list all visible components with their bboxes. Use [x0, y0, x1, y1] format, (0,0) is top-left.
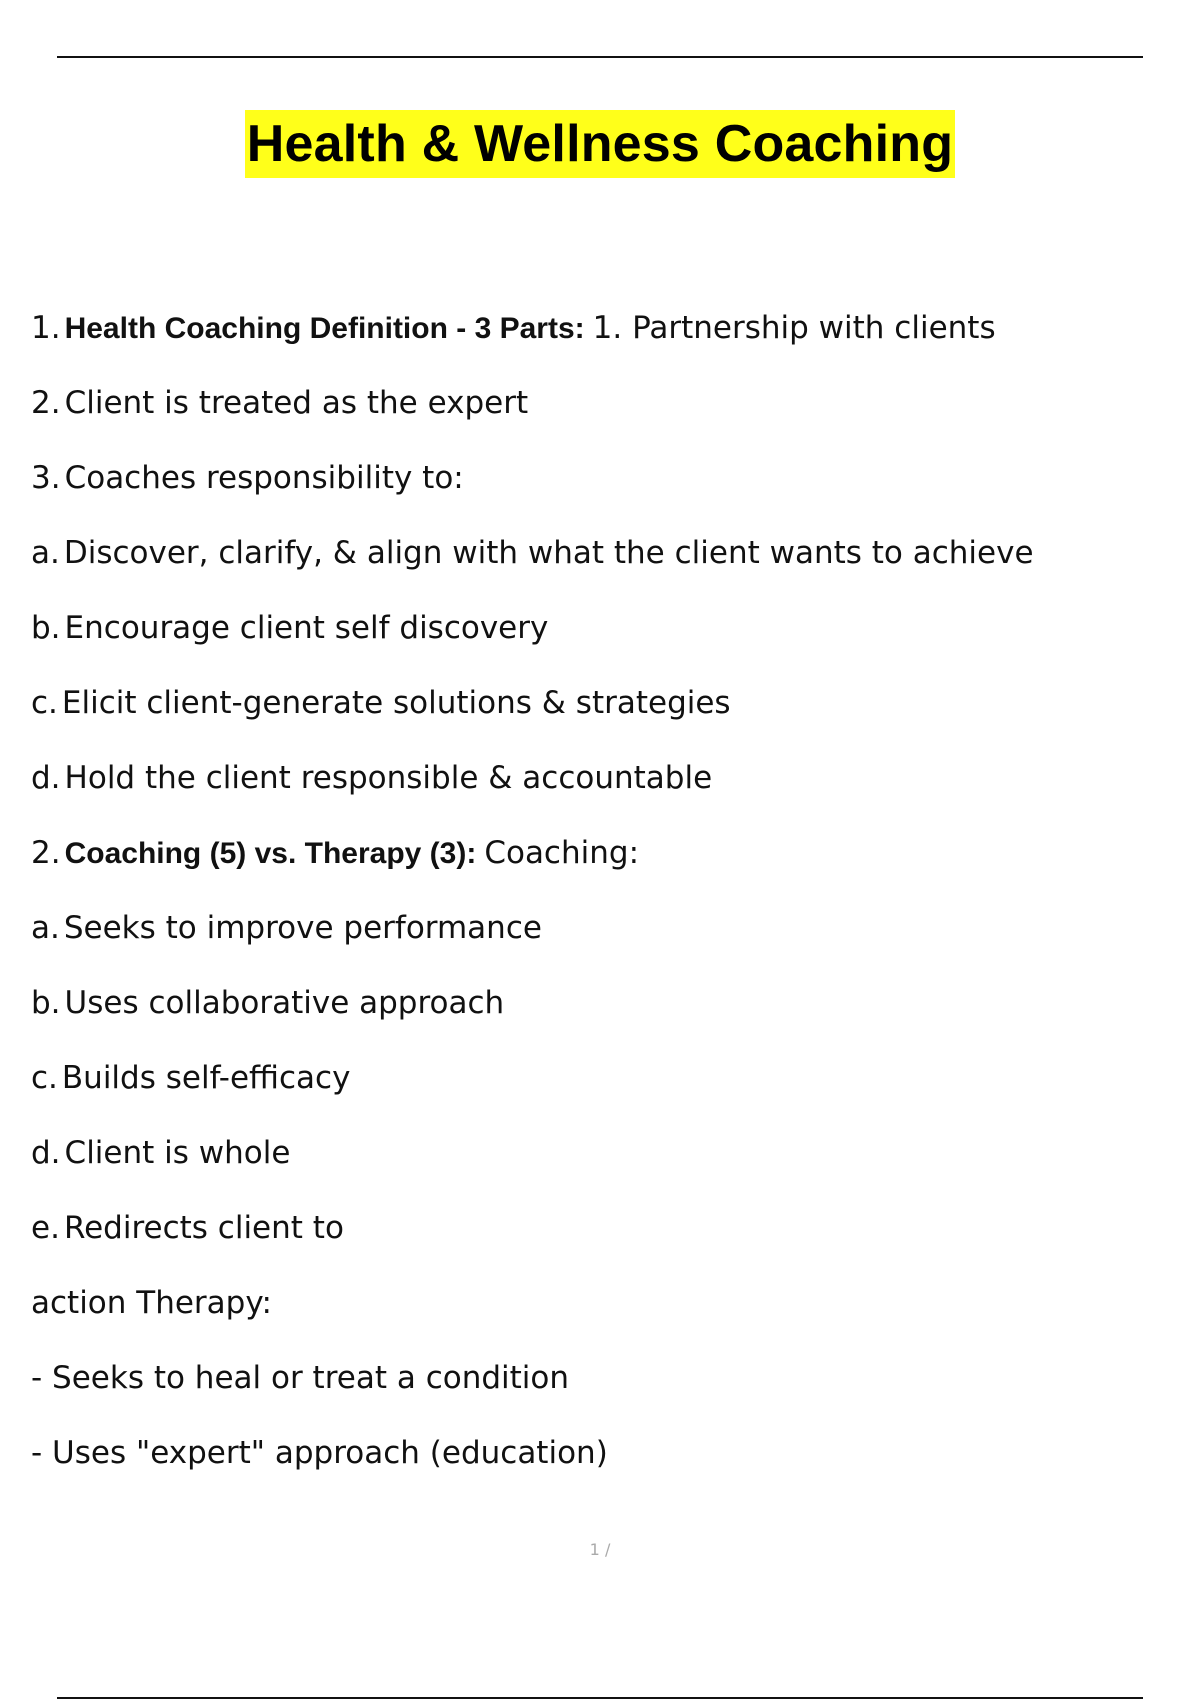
list-text: Client is treated as the expert: [64, 385, 529, 421]
list-text: Client is whole: [64, 1135, 291, 1171]
list-item: [31, 910, 1181, 985]
list-item: [31, 835, 1181, 910]
bottom-divider: [57, 1697, 1143, 1699]
list-item: [31, 460, 1181, 535]
page-indicator: 1 /: [589, 1540, 611, 1559]
list-item: [31, 1435, 1181, 1510]
list-item: [31, 610, 1181, 685]
list-marker: d.: [31, 760, 61, 796]
list-text: Seeks to improve performance: [63, 910, 542, 946]
list-text: - Seeks to heal or treat a condition: [31, 1360, 570, 1396]
list-marker: 3.: [31, 460, 61, 496]
document-title: Health & Wellness Coaching: [245, 110, 955, 178]
list-marker: a.: [31, 535, 60, 571]
list-text: Builds self-efficacy: [61, 1060, 351, 1096]
list-marker: b.: [31, 610, 61, 646]
list-marker: d.: [31, 1135, 61, 1171]
list-text: Redirects client to: [63, 1210, 344, 1246]
list-text: Coaching:: [484, 835, 640, 871]
list-item: [31, 385, 1181, 460]
document-body: [31, 310, 1181, 1510]
term-heading: Health Coaching Definition - 3 Parts:: [64, 312, 585, 345]
list-text: Hold the client responsible & accountable: [64, 760, 713, 796]
list-text: Coaches responsibility to:: [64, 460, 464, 496]
list-marker: a.: [31, 910, 60, 946]
list-item: [31, 1360, 1181, 1435]
list-marker: 1.: [31, 310, 61, 346]
list-item: [31, 310, 1181, 385]
list-marker: 2.: [31, 835, 61, 871]
list-text: Uses collaborative approach: [64, 985, 505, 1021]
title-container: [0, 110, 1200, 178]
list-text: 1. Partnership with clients: [592, 310, 996, 346]
list-item: [31, 1285, 1181, 1360]
list-item: [31, 535, 1181, 610]
list-marker: c.: [31, 685, 58, 721]
list-marker: c.: [31, 1060, 58, 1096]
list-item: [31, 760, 1181, 835]
list-item: [31, 985, 1181, 1060]
list-item: [31, 1060, 1181, 1135]
list-item: [31, 685, 1181, 760]
list-text: Elicit client-generate solutions & strategies: [61, 685, 731, 721]
term-heading: Coaching (5) vs. Therapy (3):: [64, 837, 477, 870]
list-item: [31, 1135, 1181, 1210]
list-text: Encourage client self discovery: [64, 610, 549, 646]
list-marker: b.: [31, 985, 61, 1021]
list-text: - Uses "expert" approach (education): [31, 1435, 608, 1471]
list-text: action Therapy:: [31, 1285, 272, 1321]
top-divider: [57, 56, 1143, 58]
list-text: Discover, clarify, & align with what the client wants to achieve: [63, 535, 1034, 571]
list-marker: 2.: [31, 385, 61, 421]
list-marker: e.: [31, 1210, 60, 1246]
list-item: [31, 1210, 1181, 1285]
